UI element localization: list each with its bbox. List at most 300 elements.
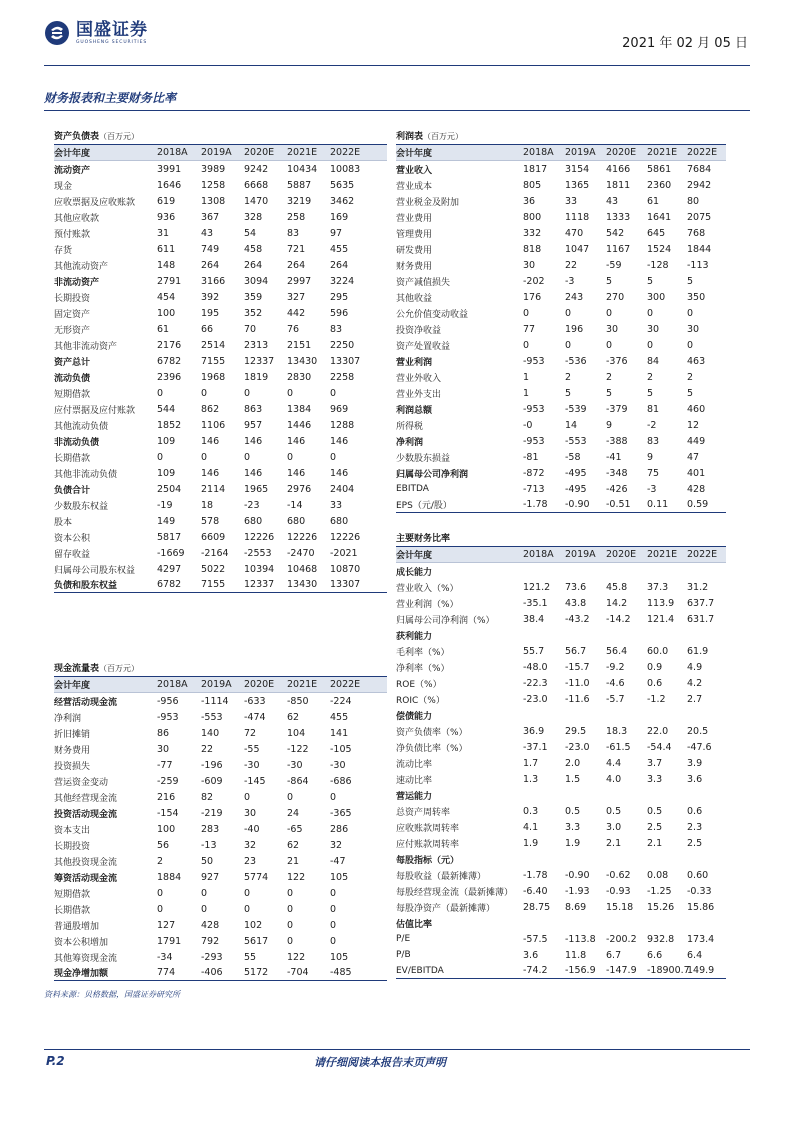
header-label: 会计年度 [396,149,433,159]
cell-value: 0 [287,935,294,947]
cell-value: -219 [201,807,223,819]
table-row [396,563,726,579]
cell-value: 12 [687,419,700,431]
table-unit: （百万元） [99,664,140,673]
cell-value: 5 [565,387,572,399]
cell-value: 21 [287,855,300,867]
cell-value: -34 [157,951,173,963]
cell-value: -1.93 [565,885,590,897]
cell-value: 5817 [157,531,182,543]
cell-value: 2.1 [647,837,663,849]
cell-value: 3.3 [565,821,581,833]
table-row [54,741,387,757]
cell-value: 1819 [244,371,269,383]
table-row [54,709,387,725]
cell-value: 264 [287,259,306,271]
table-row [396,209,726,225]
cell-value: 2 [687,371,694,383]
cell-value: 13430 [287,579,318,590]
cell-value: 2.5 [647,821,663,833]
table-row [396,947,726,963]
cell-value: 0 [606,307,613,319]
cell-value: 818 [523,243,542,255]
cell-value: 32 [330,839,343,851]
cell-value: 5887 [287,179,312,191]
cell-value: 2151 [287,339,312,351]
cell-value: -4.6 [606,677,625,689]
cell-value: 3989 [201,163,226,175]
cell-value: 721 [287,243,306,255]
cell-value: 140 [201,727,220,739]
cell-value: -2553 [244,547,272,559]
table-row [396,803,726,819]
cell-value: 800 [523,211,542,223]
cell-value: 544 [157,403,176,415]
cell-value: 84 [647,355,660,367]
row-label: 净利润 [54,713,82,724]
cell-value: 80 [687,195,700,207]
cell-value: 0 [287,887,294,899]
cell-value: 4.1 [523,821,539,833]
row-label: 应付票据及应付账款 [54,405,136,416]
cell-value: -22.3 [523,677,548,689]
year-header: 2019A [565,549,596,560]
row-label: 普通股增加 [54,921,100,932]
cell-value: 295 [330,291,349,303]
cell-value: 1791 [157,935,182,947]
cell-value: 33 [565,195,578,207]
cell-value: -30 [330,759,346,771]
table-row [54,693,387,709]
cell-value: 14.2 [606,597,628,609]
cell-value: 5 [647,275,654,287]
row-label: 其他应收款 [54,213,100,224]
cell-value: 0.3 [523,805,539,817]
row-label: 速动比率 [396,775,433,786]
row-label: 总资产周转率 [396,807,451,818]
cell-value: -57.5 [523,933,548,945]
cell-value: 1.9 [523,837,539,849]
cell-value: 2404 [330,483,355,495]
cell-value: -81 [523,451,539,463]
table-row [54,821,387,837]
table-row [54,177,387,193]
cell-value: -65 [287,823,303,835]
cell-value: -2 [647,419,657,431]
cell-value: 2176 [157,339,182,351]
cell-value: 30 [606,323,619,335]
table-row [396,369,726,385]
header-label: 会计年度 [396,551,433,561]
cell-value: 121.2 [523,581,551,593]
row-label: 每股净资产（最新摊薄） [396,903,496,914]
cell-value: 1118 [565,211,590,223]
cell-value: 428 [201,919,220,931]
cell-value: 0 [687,339,694,351]
row-label: 营业收入 [396,165,433,176]
row-label: 资产处置收益 [396,341,451,352]
cell-value: 6782 [157,579,182,590]
data-source-note: 资料来源：贝格数据，国盛证券研究所 [44,990,180,999]
cell-value: -23.0 [565,741,590,753]
cell-value: 146 [244,467,263,479]
cell-value: 5 [606,387,613,399]
cell-value: 12226 [287,531,318,543]
table-header-row [54,677,387,693]
cell-value: -1.2 [647,693,666,705]
cell-value: 805 [523,179,542,191]
row-label: 其他非流动资产 [54,341,118,352]
cell-value: 596 [330,307,349,319]
row-label: 净利润 [396,437,424,448]
cell-value: -196 [201,759,223,771]
row-label: 投资损失 [54,761,91,772]
table-row [54,773,387,789]
cell-value: 0 [287,387,294,399]
table-row [54,577,387,593]
cell-value: -536 [565,355,587,367]
cell-value: 3154 [565,163,590,175]
cell-value: -14 [287,499,303,511]
cell-value: -485 [330,967,352,978]
cell-value: 7155 [201,355,226,367]
row-label: 其他投资现金流 [54,857,118,868]
cell-value: 23 [244,855,257,867]
table-row [396,675,726,691]
cell-value: 10870 [330,563,361,575]
cell-value: 104 [287,727,306,739]
cell-value: 6.6 [647,949,663,961]
cell-value: 4297 [157,563,182,575]
table-row [54,725,387,741]
table-row [54,305,387,321]
cell-value: 105 [330,951,349,963]
table-title-text: 主要财务比率 [396,534,451,544]
row-label: EV/EBITDA [396,965,444,976]
cell-value: 56 [157,839,170,851]
table-row [54,853,387,869]
cell-value: 5635 [330,179,355,191]
row-label: 营业利润（%） [396,599,459,610]
cell-value: -0.51 [606,499,631,510]
cell-value: 102 [244,919,263,931]
cell-value: -3 [565,275,575,287]
year-header: 2018A [523,549,554,560]
table-row [54,465,387,481]
table-row [54,401,387,417]
cell-value: 0 [157,887,164,899]
table-row [54,433,387,449]
cell-value: -224 [330,695,352,707]
cell-value: -0.62 [606,869,631,881]
table-row [396,819,726,835]
cell-value: 1 [523,387,530,399]
cell-value: 83 [330,323,343,335]
cell-value: 109 [157,467,176,479]
row-label: 其他流动负债 [54,421,109,432]
cell-value: 0 [244,887,251,899]
guosheng-logo-icon [44,20,70,46]
year-header: 2018A [157,147,188,158]
cell-value: 3.7 [647,757,663,769]
row-label: 偿债能力 [396,711,433,722]
cell-value: -956 [157,695,179,707]
cell-value: 2997 [287,275,312,287]
cell-value: 2.3 [687,821,703,833]
cell-value: 749 [201,243,220,255]
cell-value: 7155 [201,579,226,590]
cell-value: -11.0 [565,677,590,689]
cell-value: 31 [157,227,170,239]
year-header: 2019A [201,147,232,158]
row-label: 获利能力 [396,631,433,642]
row-label: 管理费用 [396,229,433,240]
row-label: 应收账款周转率 [396,823,460,834]
row-label: 资本支出 [54,825,91,836]
row-label: 投资活动现金流 [54,809,118,820]
cell-value: 969 [330,403,349,415]
cell-value: -47.6 [687,741,712,753]
cell-value: 0 [244,451,251,463]
row-label: 长期借款 [54,453,91,464]
cell-value: -61.5 [606,741,631,753]
cell-value: 0 [244,791,251,803]
cell-value: 5 [687,275,694,287]
row-label: EPS（元/股） [396,501,452,511]
cell-value: -40 [244,823,260,835]
cell-value: 1965 [244,483,269,495]
cell-value: 454 [157,291,176,303]
cell-value: 60.0 [647,645,669,657]
table-row [396,417,726,433]
cell-value: -1.78 [523,869,548,881]
cell-value: 264 [201,259,220,271]
cell-value: -474 [244,711,266,723]
table-row [396,465,726,481]
cell-value: -105 [330,743,352,755]
cell-value: 1524 [647,243,672,255]
cell-value: 12226 [244,531,275,543]
table-row [54,805,387,821]
cell-value: 327 [287,291,306,303]
row-label: 非流动资产 [54,277,100,288]
table-row [54,789,387,805]
cell-value: 1646 [157,179,182,191]
cell-value: 1446 [287,419,312,431]
cell-value: 2075 [687,211,712,223]
table-row [54,337,387,353]
cell-value: 55.7 [523,645,545,657]
section-title: 财务报表和主要财务比率 [44,89,750,111]
cell-value: 22.0 [647,725,669,737]
cell-value: 0 [330,387,337,399]
cell-value: 957 [244,419,263,431]
cell-value: 6782 [157,355,182,367]
cell-value: -154 [157,807,179,819]
table-row [54,273,387,289]
table-row [396,273,726,289]
cell-value: 61 [157,323,170,335]
cell-value: 2.7 [687,693,703,705]
row-label: 其他经营现金流 [54,793,118,804]
row-label: 成长能力 [396,567,433,578]
cell-value: 4.2 [687,677,703,689]
table-row [396,433,726,449]
cell-value: 5 [687,387,694,399]
row-label: 归属母公司净利润 [396,469,469,480]
table-title-text: 现金流量表 [54,664,100,674]
row-label: 营运资金变动 [54,777,109,788]
table-row [396,337,726,353]
cell-value: 0.6 [687,805,703,817]
row-label: 筹资活动现金流 [54,873,118,884]
cell-value: 2250 [330,339,355,351]
row-label: 营业外收入 [396,373,442,384]
cell-value: 1308 [201,195,226,207]
header-label: 会计年度 [54,681,91,691]
row-label: 资产减值损失 [396,277,451,288]
row-label: 营业费用 [396,213,433,224]
cell-value: -18900.7 [647,965,690,976]
cell-value: 70 [244,323,257,335]
cell-value: 774 [157,967,176,978]
cell-value: -47 [330,855,346,867]
cell-value: -200.2 [606,933,637,945]
cell-value: -113.8 [565,933,596,945]
cell-value: 72 [244,727,257,739]
cell-value: 3.0 [606,821,622,833]
cell-value: -37.1 [523,741,548,753]
table-row [54,417,387,433]
cell-value: 30 [647,323,660,335]
cell-value: -553 [565,435,587,447]
table-row [54,257,387,273]
cell-value: 0 [201,887,208,899]
cell-value: -348 [606,467,628,479]
cell-value: 3.3 [647,773,663,785]
cell-value: 542 [606,227,625,239]
table-row [54,193,387,209]
cell-value: 50 [201,855,214,867]
row-label: 其他非流动负债 [54,469,118,480]
row-label: 现金 [54,181,73,192]
page-number: P.2 [46,1054,65,1068]
table-row [396,385,726,401]
cell-value: 141 [330,727,349,739]
table-title [54,663,387,677]
row-label: ROIC（%） [396,695,445,706]
cell-value: 3094 [244,275,269,287]
cell-value: 401 [687,467,706,479]
cell-value: 1106 [201,419,226,431]
row-label: 短期借款 [54,889,91,900]
cell-value: 0 [606,339,613,351]
cell-value: 146 [287,467,306,479]
cell-value: 2942 [687,179,712,191]
cell-value: 6609 [201,531,226,543]
cell-value: 173.4 [687,933,715,945]
cell-value: 196 [565,323,584,335]
cell-value: 0 [201,903,208,915]
cell-value: 61 [647,195,660,207]
table-row [396,771,726,787]
table-row [54,385,387,401]
row-label: 股本 [54,517,73,528]
table-row [396,353,726,369]
cell-value: -2470 [287,547,315,559]
row-label: 每股指标（元） [396,855,460,866]
cell-value: -426 [606,483,628,495]
cell-value: -41 [606,451,622,463]
cell-value: 0.6 [647,677,663,689]
row-label: 其他流动资产 [54,261,109,272]
row-label: 每股经营现金流（最新摊薄） [396,887,514,898]
disclaimer-note: 请仔细阅读本报告末页声明 [314,1056,446,1069]
cell-value: 5 [606,275,613,287]
cell-value: 127 [157,919,176,931]
table-row [54,209,387,225]
brand-logo [44,20,148,46]
cell-value: 0.60 [687,869,709,881]
cell-value: 13430 [287,355,318,367]
cell-value: 146 [330,435,349,447]
cell-value: 10083 [330,163,361,175]
cell-value: 5617 [244,935,269,947]
cell-value: -3 [647,483,657,495]
balance-sheet-table [54,131,387,593]
table-row [396,627,726,643]
cell-value: 3462 [330,195,355,207]
row-label: 净负债比率（%） [396,743,468,754]
cell-value: 680 [287,515,306,527]
cell-value: -259 [157,775,179,787]
year-header: 2022E [330,147,361,158]
cell-value: 146 [287,435,306,447]
cell-value: 13307 [330,355,361,367]
ratios-table [396,533,726,979]
row-label: 归属母公司净利润（%） [396,615,495,626]
table-row [54,869,387,885]
year-header: 2019A [565,147,596,158]
row-label: 固定资产 [54,309,91,320]
cell-value: -35.1 [523,597,548,609]
cell-value: 8.69 [565,901,587,913]
cell-value: 54 [244,227,257,239]
cell-value: -145 [244,775,266,787]
cell-value: -0 [523,419,533,431]
cell-value: -406 [201,967,223,978]
table-row [54,241,387,257]
table-unit: （百万元） [423,132,464,141]
row-label: 流动负债 [54,373,91,384]
row-label: 现金净增加额 [54,969,109,979]
cell-value: 12337 [244,355,275,367]
row-label: 其他收益 [396,293,433,304]
cell-value: 1.3 [523,773,539,785]
cell-value: 5861 [647,163,672,175]
table-row [396,193,726,209]
cell-value: 0 [647,307,654,319]
cell-value: 7684 [687,163,712,175]
year-header: 2020E [244,679,275,690]
cell-value: -13 [201,839,217,851]
cell-value: 100 [157,307,176,319]
cell-value: 216 [157,791,176,803]
cell-value: -388 [606,435,628,447]
row-label: 毛利率（%） [396,647,450,658]
table-row [396,611,726,627]
cell-value: 578 [201,515,220,527]
